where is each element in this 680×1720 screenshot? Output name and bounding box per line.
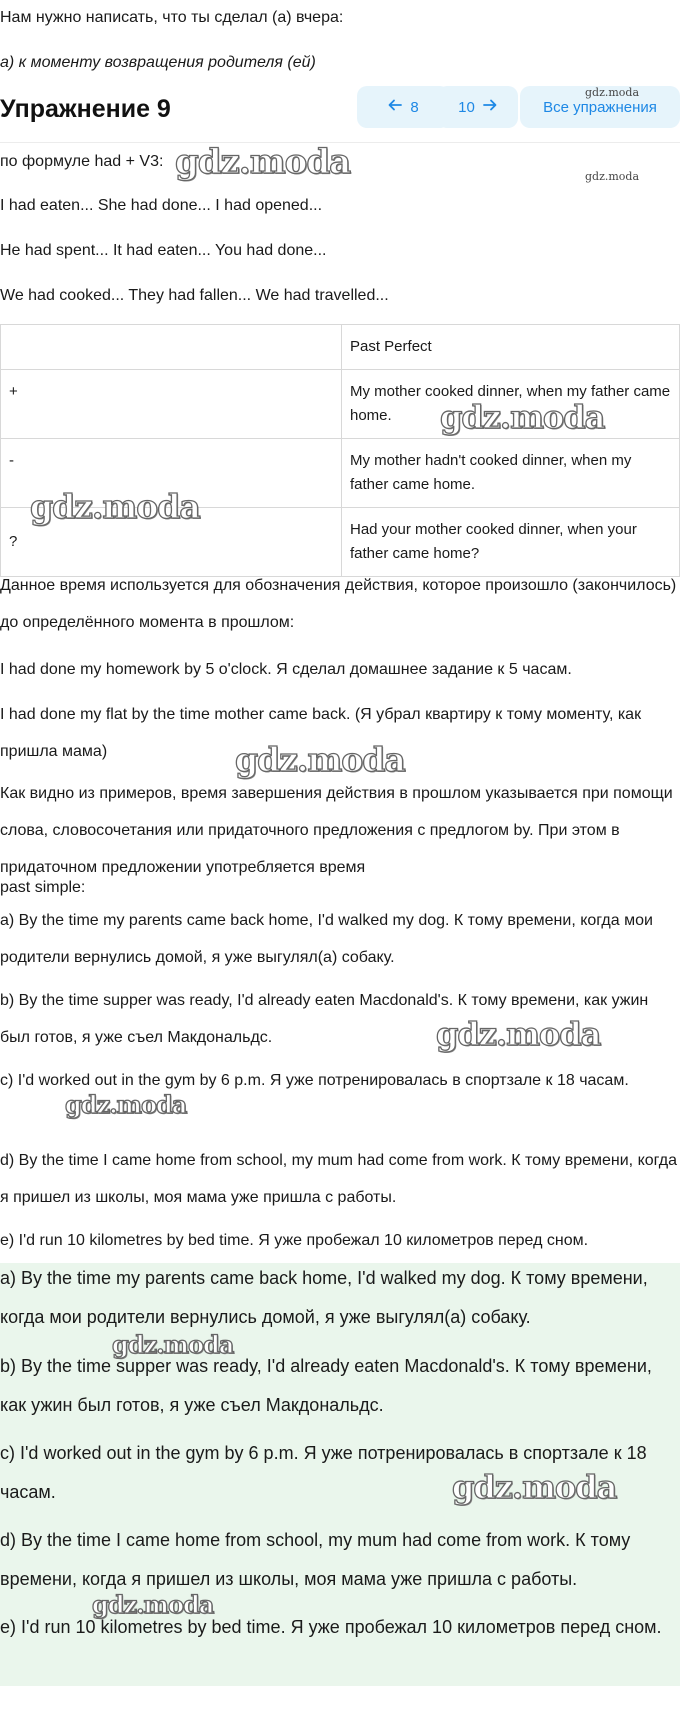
formula-example: We had cooked... They had fallen... We had travelled... — [0, 287, 389, 304]
page-title: Упражнение 9 — [0, 95, 171, 123]
usage-paragraph: Данное время используется для обозначения действия, которое произошло (закончилось) до определённого момента в прошлом: — [0, 577, 677, 631]
example-sentence: I had done my flat by the time mother came back. (Я убрал квартиру к тому моменту, как пришла мама) — [0, 706, 642, 760]
note-paragraph: Как видно из примеров, время завершения действия в прошлом указывается при помощи слова, словосочетания или придаточного предложения с предлогом by. При этом в придаточном предложении употребляется время — [0, 785, 673, 876]
watermark: gdz.moda — [30, 487, 200, 526]
watermark: gdz.moda — [65, 1090, 187, 1119]
answer-item: e) I'd run 10 kilometres by bed time. Я уже пробежал 10 километров перед сном. — [0, 1232, 589, 1249]
task-subtitle: а) к моменту возвращения родителя (ей) — [0, 54, 316, 71]
watermark: gdz.moda — [112, 1330, 234, 1359]
table-cell: My mother hadn't cooked dinner, when my father came home. — [342, 439, 680, 508]
watermark: gdz.moda — [175, 142, 351, 182]
table-sign-cell: - — [1, 439, 342, 508]
watermark: gdz.moda — [585, 170, 640, 183]
table-cell: Had your mother cooked dinner, when your father came home? — [342, 508, 680, 577]
answer-item: c) I'd worked out in the gym by 6 p.m. Я уже потренировалась в спортзале к 18 часам. — [0, 1072, 629, 1089]
next-exercise-label: 10 — [458, 98, 475, 116]
answer-item: a) By the time my parents came back home, I'd walked my dog. К тому времени, когда мои родители вернулись домой, я уже выгулял(а) собаку. — [0, 912, 653, 966]
watermark: gdz.moda — [235, 740, 405, 779]
answer-item: d) By the time I came home from school, my mum had come from work. К тому времени, когда я пришел из школы, моя мама уже пришла с работы. — [0, 1152, 677, 1206]
highlighted-answer: a) By the time my parents came back home, I'd walked my dog. К тому времени, когда мои родители вернулись домой, я уже выгулял(а) собаку. — [0, 1268, 648, 1327]
watermark: gdz.moda — [585, 86, 640, 99]
watermark: gdz.moda — [92, 1590, 214, 1619]
note-clipped-line: past simple: — [0, 879, 86, 896]
formula-example: I had eaten... She had done... I had opened... — [0, 197, 323, 214]
example-sentence: I had done my homework by 5 o'clock. Я сделал домашнее задание к 5 часам. — [0, 661, 572, 678]
arrow-right-icon — [483, 98, 497, 116]
all-exercises-label: Все упражнения — [543, 98, 657, 116]
table-cell: My mother cooked dinner, when my father came home. — [342, 370, 680, 439]
watermark: gdz.moda — [452, 1468, 617, 1506]
table-cell — [1, 325, 342, 370]
task-line: Нам нужно написать, что ты сделал (а) вчера: — [0, 9, 344, 26]
answer-item: b) By the time supper was ready, I'd already eaten Macdonald's. К тому времени, как ужин был готов, я уже съел Макдональдс. — [0, 992, 649, 1046]
highlighted-answer: d) By the time I came home from school, my mum had come from work. К тому времени, когда я пришел из школы, моя мама уже пришла с работы. — [0, 1530, 631, 1589]
highlighted-answer: c) I'd worked out in the gym by 6 p.m. Я уже потренировалась в спортзале к 18 часам. — [0, 1443, 647, 1502]
highlighted-answer: e) I'd run 10 kilometres by bed time. Я уже пробежал 10 километров перед сном. — [0, 1617, 662, 1637]
next-exercise-button[interactable] — [437, 86, 518, 128]
formula-example: He had spent... It had eaten... You had done... — [0, 242, 327, 259]
highlighted-answer: b) By the time supper was ready, I'd already eaten Macdonald's. К тому времени, как ужин был готов, я уже съел Макдональдс. — [0, 1356, 652, 1415]
watermark: gdz.moda — [436, 1015, 601, 1053]
arrow-left-icon — [388, 98, 402, 116]
table-row — [1, 325, 680, 370]
table-sign-cell: ? — [1, 508, 342, 577]
formula-text: по формуле had + V3: — [0, 153, 164, 170]
prev-exercise-label: 8 — [410, 98, 419, 116]
table-header-cell: Past Perfect — [342, 325, 680, 370]
table-sign-cell: + — [1, 370, 342, 439]
past-perfect-table — [0, 324, 680, 577]
watermark: gdz.moda — [440, 398, 605, 436]
